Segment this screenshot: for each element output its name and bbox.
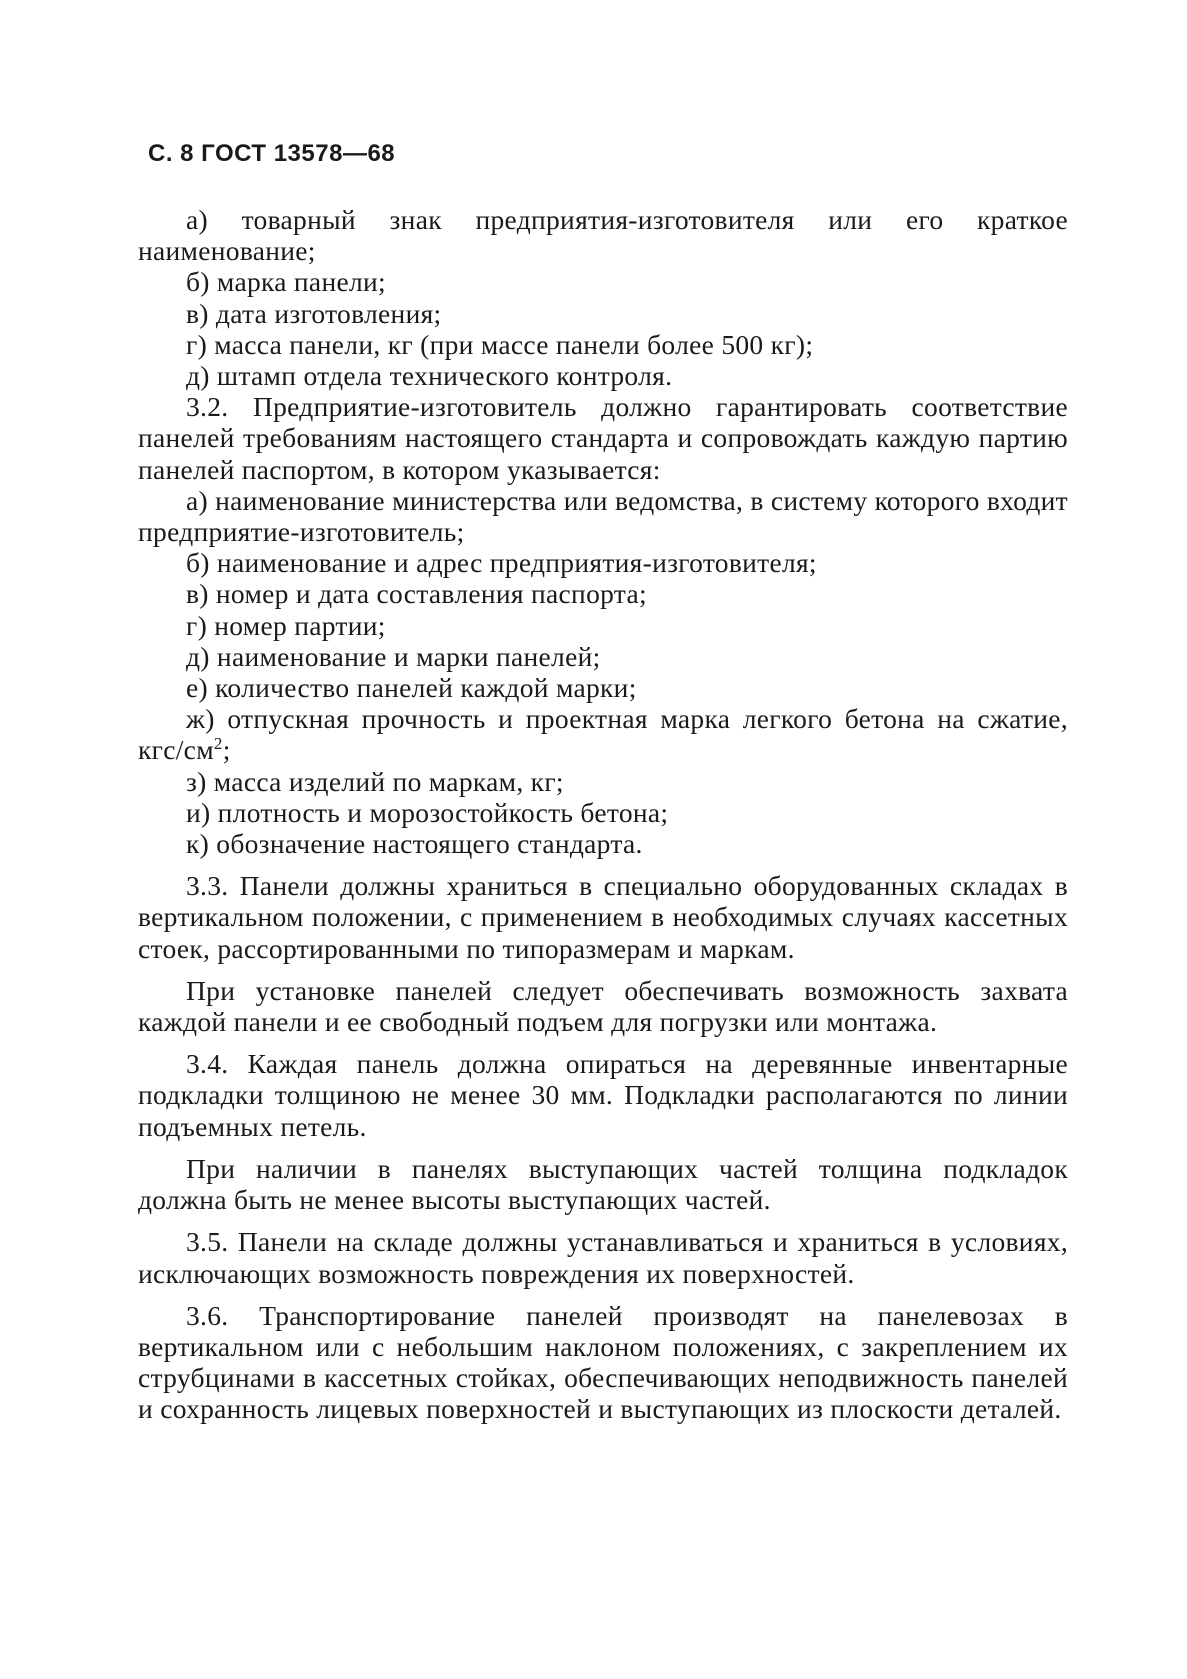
marking-item-a: а) товарный знак предприятия-изготовителя или его краткое наименование; [138, 204, 1068, 267]
document-body [138, 204, 1068, 1425]
passport-item-e: е) количество панелей каждой марки; [186, 672, 637, 704]
marking-item-g: г) масса панели, кг (при массе панели более 500 кг); [186, 328, 814, 360]
passport-item-a: а) наименование министерства или ведомства, в систему которого входит предприятие-изготовитель; [138, 484, 1068, 548]
paragraph-3-6: 3.6. Транспортирование панелей производят на панелевозах в вертикальном или с небольшим наклоном положениях, с закреплением их струбцинами в кассетных стойках, обеспечивающих неподвижность панелей и сохранность лицевых поверхностей и выступающих из плоскости деталей. [138, 1299, 1068, 1425]
passport-item-zh-text: ж) отпускная прочность и проектная марка легкого бетона на сжатие, кгс/см [138, 703, 1068, 766]
paragraph-3-4: 3.4. Каждая панель должна опираться на деревянные инвентарные подкладки толщиною не менее 30 мм. Подкладки располагаются по линии подъемных петель. [138, 1048, 1068, 1142]
passport-item-zh-tail: ; [222, 734, 231, 766]
marking-item-b: б) марка панели; [186, 266, 386, 298]
paragraph-3-3-continued: При установке панелей следует обеспечивать возможность захвата каждой панели и ее свободный подъем для погрузки или монтажа. [138, 974, 1068, 1038]
passport-item-k: к) обозначение настоящего стандарта. [186, 828, 643, 860]
passport-item-b: б) наименование и адрес предприятия-изготовителя; [186, 547, 817, 579]
passport-item-z: з) масса изделий по маркам, кг; [186, 765, 564, 797]
paragraph-3-5: 3.5. Панели на складе должны устанавливаться и храниться в условиях, исключающих возможность повреждения их поверхностей. [138, 1226, 1068, 1289]
paragraph-3-3: 3.3. Панели должны храниться в специально оборудованных складах в вертикальном положении, с применением в необходимых случаях кассетных стоек, рассортированными по типоразмерам и маркам. [138, 870, 1068, 964]
paragraph-3-4-continued: При наличии в панелях выступающих частей толщина подкладок должна быть не менее высоты выступающих частей. [138, 1152, 1068, 1216]
page-header: С. 8 ГОСТ 13578—68 [148, 140, 396, 167]
passport-item-v: в) номер и дата составления паспорта; [186, 578, 647, 610]
passport-item-g: г) номер партии; [186, 609, 386, 641]
superscript: 2 [213, 734, 223, 754]
marking-item-d: д) штамп отдела технического контроля. [186, 360, 673, 392]
passport-item-d: д) наименование и марки панелей; [186, 640, 601, 672]
passport-item-zh [138, 703, 1068, 765]
passport-item-i: и) плотность и морозостойкость бетона; [186, 796, 669, 828]
marking-item-v: в) дата изготовления; [186, 297, 442, 329]
paragraph-3-2: 3.2. Предприятие-изготовитель должно гарантировать соответствие панелей требованиям настоящего стандарта и сопровождать каждую партию панелей паспортом, в котором указывается: [138, 391, 1068, 485]
